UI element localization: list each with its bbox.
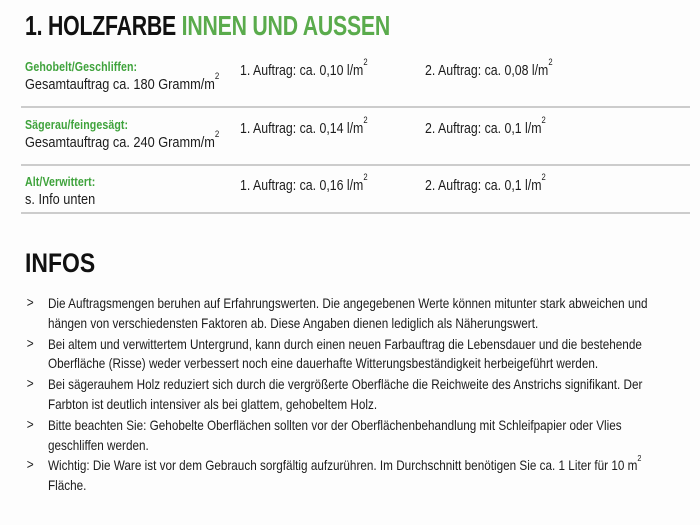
superscript: 2 bbox=[214, 70, 220, 81]
list-item bbox=[25, 335, 668, 375]
second-coat-value: 2. Auftrag: ca. 0,1 $l/m^2$ bbox=[425, 172, 546, 194]
row-divider bbox=[21, 212, 690, 214]
chevron-right-icon: > bbox=[26, 415, 34, 432]
first-coat-value: 1. Auftrag: ca. 0,10 $l/m^2$ bbox=[240, 57, 368, 79]
list-item-text: Wichtig: Die Ware ist vor dem Gebrauch sorgfältig aufzurühren. Im Durchschnitt benötigen Sie ca. 1 Liter für 10 $m^2$ Fläche. bbox=[47, 452, 642, 494]
page-title-accent: INNEN UND AUSSEN bbox=[181, 10, 391, 41]
surface-label-cell bbox=[25, 58, 254, 94]
page-title bbox=[25, 10, 390, 42]
surface-label: Sägerau/feingesägt: bbox=[25, 118, 129, 132]
chevron-right-icon: > bbox=[26, 375, 34, 392]
second-coat-cell bbox=[425, 172, 567, 195]
chevron-right-icon: > bbox=[26, 294, 34, 310]
first-coat-cell bbox=[240, 172, 390, 195]
chevron-right-icon: > bbox=[26, 334, 34, 351]
row-divider bbox=[21, 106, 690, 108]
superscript: 2 bbox=[548, 57, 553, 68]
second-coat-value: 2. Auftrag: ca. 0,1 $l/m^2$ bbox=[425, 115, 546, 137]
list-item bbox=[25, 452, 668, 496]
list-item bbox=[25, 294, 668, 334]
first-coat-value: 1. Auftrag: ca. 0,16 $l/m^2$ bbox=[240, 172, 368, 194]
superscript: 2 bbox=[541, 115, 546, 126]
superscript: 2 bbox=[214, 128, 220, 139]
superscript: 2 bbox=[363, 172, 368, 183]
first-coat-cell bbox=[240, 115, 390, 138]
list-item-text: Bei sägerauhem Holz reduziert sich durch die vergrößerte Oberfläche die Reichweite des Anstrichs signifikant. Der Farbton ist deutlich intensiver als bei glattem, gehobeltem Holz. bbox=[47, 377, 643, 412]
superscript: 2 bbox=[637, 452, 642, 463]
superscript: 2 bbox=[363, 57, 368, 68]
second-coat-value: 2. Auftrag: ca. 0,08 $l/m^2$ bbox=[425, 57, 553, 79]
total-coverage: Gesamtauftrag ca. 180 Gramm/$m^2$ bbox=[25, 70, 220, 93]
list-item-text: Die Auftragsmengen beruhen auf Erfahrungswerten. Die angegebenen Werte können mitunter stark abweichen und hängen von verschiedensten Faktoren ab. Diese Angaben dienen lediglich als Näherungswert. bbox=[47, 296, 648, 331]
list-item-text: Bitte beachten Sie: Gehobelte Oberflächen sollten vor der Oberflächenbehandlung mit Schleifpapier oder Vlies geschliffen werden. bbox=[47, 417, 622, 453]
total-coverage: Gesamtauftrag ca. 240 Gramm/$m^2$ bbox=[25, 128, 220, 151]
second-coat-cell bbox=[425, 115, 567, 138]
surface-label: Alt/Verwittert: bbox=[25, 175, 96, 189]
first-coat-cell bbox=[240, 57, 390, 80]
second-coat-cell bbox=[425, 57, 575, 80]
page-title-black: 1. HOLZFARBE bbox=[25, 10, 176, 41]
list-item-text: Bei altem und verwittertem Untergrund, kann durch einen neuen Farbauftrag die Lebensdauer und die bestehende Oberfläche (Risse) weder verbessert noch eine dauerhafte Witterungsbeständigkeit herbeigeführt werden. bbox=[47, 336, 642, 372]
first-coat-value: 1. Auftrag: ca. 0,14 $l/m^2$ bbox=[240, 115, 368, 137]
surface-label-cell bbox=[25, 116, 254, 152]
infos-list bbox=[25, 294, 668, 497]
surface-label: Gehobelt/Geschliffen: bbox=[25, 60, 138, 74]
infos-heading: INFOS bbox=[25, 248, 96, 278]
chevron-right-icon: > bbox=[26, 456, 34, 473]
row-divider bbox=[21, 164, 690, 166]
superscript: 2 bbox=[363, 115, 368, 126]
superscript: 2 bbox=[541, 172, 546, 183]
list-item bbox=[25, 416, 668, 456]
total-coverage: s. Info unten bbox=[25, 191, 96, 208]
surface-label-cell bbox=[25, 173, 108, 209]
list-item bbox=[25, 375, 668, 415]
